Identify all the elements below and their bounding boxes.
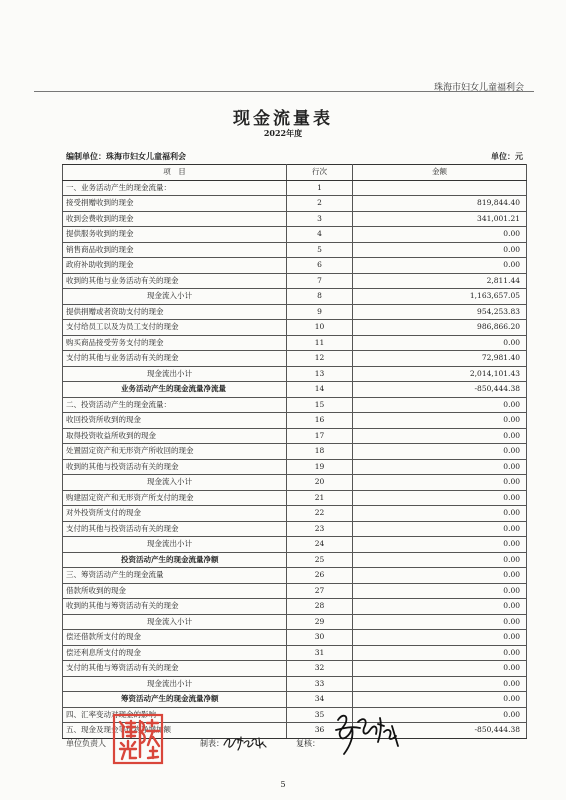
row-item-label: 支付给员工以及为员工支付的现金 (63, 320, 287, 336)
header-organization: 珠海市妇女儿童福利会 (433, 83, 524, 93)
row-item-label: 对外投资所支付的现金 (63, 506, 287, 522)
row-line-number: 26 (287, 568, 353, 584)
row-amount (353, 180, 527, 196)
row-amount: 819,844.40 (353, 196, 527, 212)
row-amount: 0.00 (353, 475, 527, 491)
row-item-label: 五、现金及现金等价物净增加额 (63, 723, 287, 739)
row-line-number: 32 (287, 661, 353, 677)
row-item-label: 筹资活动产生的现金流量净额 (63, 692, 287, 708)
row-amount: 0.00 (353, 413, 527, 429)
row-amount: 0.00 (353, 227, 527, 243)
row-amount: 0.00 (353, 242, 527, 258)
row-line-number: 30 (287, 630, 353, 646)
table-row (63, 645, 527, 661)
row-line-number: 29 (287, 614, 353, 630)
row-amount: 0.00 (353, 599, 527, 615)
row-item-label: 提供捐赠或者资助支付的现金 (63, 304, 287, 320)
row-item-label: 接受捐赠收到的现金 (63, 196, 287, 212)
table-row (63, 227, 527, 243)
red-seal-stamp (112, 713, 164, 765)
table-header-row (63, 165, 527, 181)
row-item-label: 四、汇率变动对现金的影响 (63, 707, 287, 723)
row-item-label: 一、业务活动产生的现金流量： (63, 180, 287, 196)
table-row (63, 258, 527, 274)
row-amount: 986,866.20 (353, 320, 527, 336)
table-row (63, 428, 527, 444)
row-line-number: 4 (287, 227, 353, 243)
table-row (63, 273, 527, 289)
row-item-label: 收到的其他与投资活动有关的现金 (63, 459, 287, 475)
row-line-number: 25 (287, 552, 353, 568)
row-item-label: 支付的其他与投资活动有关的现金 (63, 521, 287, 537)
row-amount: 0.00 (353, 645, 527, 661)
row-line-number: 9 (287, 304, 353, 320)
table-row (63, 599, 527, 615)
row-item-label: 取得投资收益所收到的现金 (63, 428, 287, 444)
page-number: 5 (280, 780, 286, 789)
page-title: 现金流量表 (233, 109, 333, 129)
table-row (63, 335, 527, 351)
row-line-number: 2 (287, 196, 353, 212)
row-amount: 0.00 (353, 258, 527, 274)
row-line-number: 5 (287, 242, 353, 258)
table-row (63, 583, 527, 599)
table-row (63, 196, 527, 212)
table-row (63, 413, 527, 429)
row-line-number: 27 (287, 583, 353, 599)
column-header-amount: 金额 (353, 165, 527, 181)
row-line-number: 24 (287, 537, 353, 553)
table-row (63, 537, 527, 553)
table-row (63, 692, 527, 708)
row-item-label: 购买商品接受劳务支付的现金 (63, 335, 287, 351)
table-row (63, 211, 527, 227)
table-row (63, 242, 527, 258)
row-line-number: 36 (287, 723, 353, 739)
table-row (63, 661, 527, 677)
column-header-item: 项 目 (63, 165, 287, 181)
row-item-label: 三、筹资活动产生的现金流量 (63, 568, 287, 584)
column-header-line: 行次 (287, 165, 353, 181)
row-line-number: 10 (287, 320, 353, 336)
row-amount: 0.00 (353, 428, 527, 444)
compiling-unit: 编制单位：珠海市妇女儿童福利会 (66, 151, 186, 161)
row-item-label: 现金流入小计 (63, 614, 287, 630)
prepared-by-label: 制表： (200, 739, 224, 748)
row-line-number: 35 (287, 707, 353, 723)
row-item-label: 偿还利息所支付的现金 (63, 645, 287, 661)
row-line-number: 21 (287, 490, 353, 506)
row-item-label: 偿还借款所支付的现金 (63, 630, 287, 646)
row-line-number: 18 (287, 444, 353, 460)
row-amount: 0.00 (353, 537, 527, 553)
row-item-label: 收到的其他与筹资活动有关的现金 (63, 599, 287, 615)
row-amount: 0.00 (353, 568, 527, 584)
row-item-label: 现金流入小计 (63, 475, 287, 491)
row-amount: 0.00 (353, 335, 527, 351)
row-item-label: 收到的其他与业务活动有关的现金 (63, 273, 287, 289)
row-line-number: 8 (287, 289, 353, 305)
row-line-number: 7 (287, 273, 353, 289)
table-row (63, 366, 527, 382)
row-line-number: 1 (287, 180, 353, 196)
signature-reviewed (330, 706, 404, 762)
row-amount: 0.00 (353, 521, 527, 537)
row-line-number: 19 (287, 459, 353, 475)
person-in-charge-label: 单位负责人 (66, 739, 106, 748)
row-amount: 0.00 (353, 583, 527, 599)
row-amount: -850,444.38 (353, 382, 527, 398)
row-item-label: 收回投资所收到的现金 (63, 413, 287, 429)
table-row (63, 304, 527, 320)
row-item-label: 收到会费收到的现金 (63, 211, 287, 227)
table-row (63, 289, 527, 305)
row-item-label: 借款所收到的现金 (63, 583, 287, 599)
table-row (63, 552, 527, 568)
row-item-label: 购建固定资产和无形资产所支付的现金 (63, 490, 287, 506)
row-item-label: 投资活动产生的现金流量净额 (63, 552, 287, 568)
row-amount: 0.00 (353, 630, 527, 646)
row-item-label: 二、投资活动产生的现金流量： (63, 397, 287, 413)
row-line-number: 33 (287, 676, 353, 692)
row-item-label: 现金流入小计 (63, 289, 287, 305)
row-amount: 0.00 (353, 661, 527, 677)
row-line-number: 34 (287, 692, 353, 708)
row-line-number: 16 (287, 413, 353, 429)
row-amount: 954,253.83 (353, 304, 527, 320)
table-row (63, 382, 527, 398)
header-rule (34, 91, 534, 92)
row-line-number: 14 (287, 382, 353, 398)
row-amount: 341,001.21 (353, 211, 527, 227)
reviewed-by-label: 复核： (296, 739, 320, 748)
row-amount: 72,981.40 (353, 351, 527, 367)
table-row (63, 506, 527, 522)
table-row (63, 444, 527, 460)
row-line-number: 20 (287, 475, 353, 491)
row-amount: 0.00 (353, 552, 527, 568)
row-amount: 0.00 (353, 506, 527, 522)
row-line-number: 22 (287, 506, 353, 522)
report-year: 2022年度 (263, 128, 303, 138)
row-item-label: 业务活动产生的现金流量净流量 (63, 382, 287, 398)
row-line-number: 15 (287, 397, 353, 413)
currency-unit: 单位：元 (491, 151, 523, 161)
row-item-label: 现金流出小计 (63, 537, 287, 553)
table-row (63, 490, 527, 506)
row-amount: 0.00 (353, 676, 527, 692)
table-row (63, 397, 527, 413)
row-amount: 0.00 (353, 397, 527, 413)
row-line-number: 28 (287, 599, 353, 615)
table-row (63, 676, 527, 692)
signature-prepared (222, 733, 268, 753)
row-item-label: 提供服务收到的现金 (63, 227, 287, 243)
table-row (63, 630, 527, 646)
row-amount: 0.00 (353, 692, 527, 708)
row-line-number: 11 (287, 335, 353, 351)
row-amount: 0.00 (353, 459, 527, 475)
row-line-number: 13 (287, 366, 353, 382)
table-row (63, 320, 527, 336)
row-item-label: 支付的其他与筹资活动有关的现金 (63, 661, 287, 677)
table-row (63, 614, 527, 630)
row-amount: 2,014,101.43 (353, 366, 527, 382)
row-line-number: 6 (287, 258, 353, 274)
row-amount: 0.00 (353, 490, 527, 506)
row-line-number: 12 (287, 351, 353, 367)
table-row (63, 521, 527, 537)
table-row (63, 475, 527, 491)
table-row (63, 180, 527, 196)
row-amount: 0.00 (353, 614, 527, 630)
row-amount: 2,811.44 (353, 273, 527, 289)
table-row (63, 568, 527, 584)
row-item-label: 处置固定资产和无形资产所收回的现金 (63, 444, 287, 460)
row-amount: 0.00 (353, 707, 527, 723)
row-item-label: 现金流出小计 (63, 676, 287, 692)
cash-flow-table (62, 164, 527, 739)
row-item-label: 现金流出小计 (63, 366, 287, 382)
row-line-number: 3 (287, 211, 353, 227)
row-line-number: 31 (287, 645, 353, 661)
row-item-label: 销售商品收到的现金 (63, 242, 287, 258)
table-row (63, 459, 527, 475)
cash-flow-table-wrapper (62, 164, 526, 739)
row-item-label: 支付的其他与业务活动有关的现金 (63, 351, 287, 367)
row-line-number: 17 (287, 428, 353, 444)
row-amount: 0.00 (353, 444, 527, 460)
row-amount: -850,444.38 (353, 723, 527, 739)
table-row (63, 351, 527, 367)
row-amount: 1,163,657.05 (353, 289, 527, 305)
row-line-number: 23 (287, 521, 353, 537)
row-item-label: 政府补助收到的现金 (63, 258, 287, 274)
